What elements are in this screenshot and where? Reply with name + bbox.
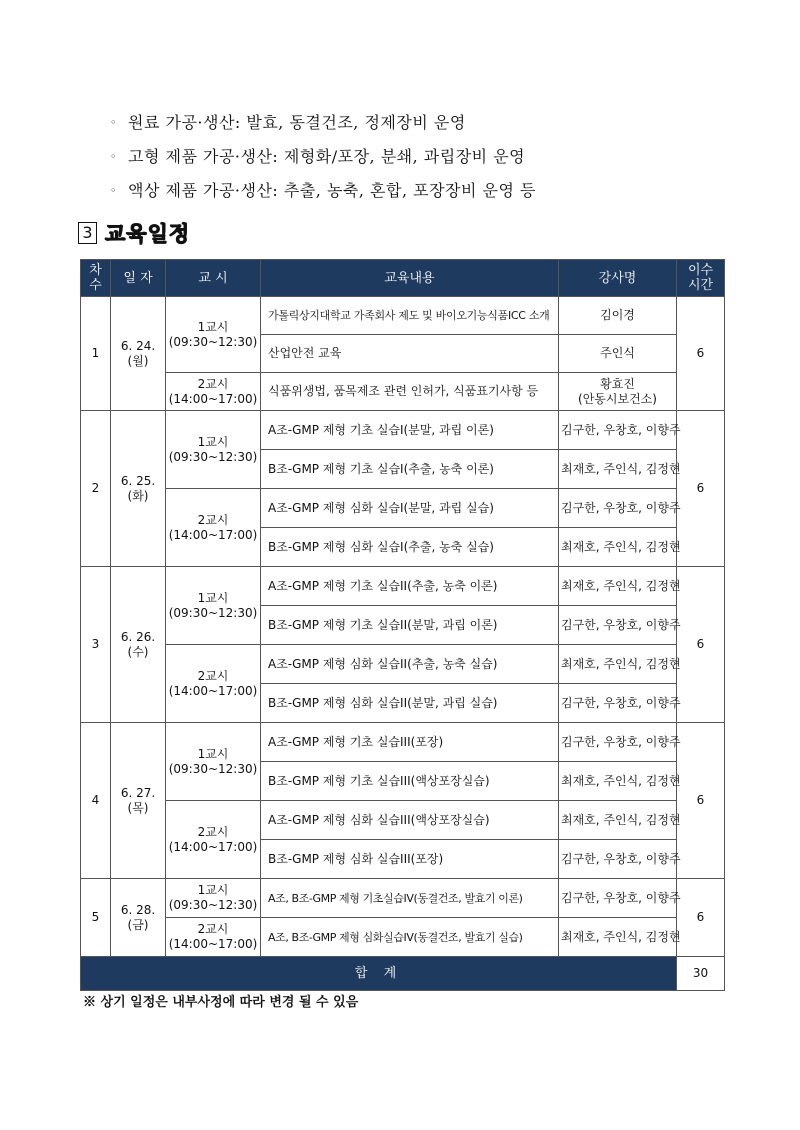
instructor-cell: 최재호, 주인식, 김정현 [559, 801, 677, 840]
bullet-list [110, 106, 536, 208]
bullet-mark: ◦ [110, 116, 117, 129]
hours-cell: 6 [677, 723, 725, 879]
content-cell: B조-GMP 제형 심화 실습III(포장) [261, 840, 559, 879]
instructor-cell: 김이경 [559, 297, 677, 335]
total-label: 합 계 [81, 957, 677, 991]
hours-cell: 6 [677, 879, 725, 957]
period-cell: 1교시 (09:30~12:30) [166, 411, 261, 489]
table-row [81, 801, 725, 840]
period-cell: 2교시 (14:00~17:00) [166, 801, 261, 879]
table-row [81, 879, 725, 918]
bullet-mark: ◦ [110, 184, 117, 197]
table-row [81, 723, 725, 762]
header-content: 교육내용 [261, 260, 559, 297]
table-row [81, 373, 725, 411]
period-cell: 2교시 (14:00~17:00) [166, 373, 261, 411]
round-cell: 3 [81, 567, 111, 723]
content-cell: B조-GMP 제형 심화 실습II(분말, 과립 실습) [261, 684, 559, 723]
instructor-cell: 최재호, 주인식, 김정현 [559, 762, 677, 801]
instructor-cell: 김구한, 우창호, 이향주 [559, 879, 677, 918]
instructor-cell: 최재호, 주인식, 김정현 [559, 450, 677, 489]
instructor-cell: 김구한, 우창호, 이향주 [559, 411, 677, 450]
bullet-mark: ◦ [110, 150, 117, 163]
bullet-item: ◦ 고형 제품 가공·생산: 제형화/포장, 분쇄, 과립장비 운영 [110, 140, 536, 174]
round-cell: 2 [81, 411, 111, 567]
header-date: 일 자 [111, 260, 166, 297]
date-cell: 6. 28. (금) [111, 879, 166, 957]
total-hours: 30 [677, 957, 725, 991]
content-cell: A조, B조-GMP 제형 기초실습IV(동결건조, 발효기 이론) [261, 879, 559, 918]
bullet-item: ◦ 액상 제품 가공·생산: 추출, 농축, 혼합, 포장장비 운영 등 [110, 174, 536, 208]
instructor-cell: 김구한, 우창호, 이향주 [559, 840, 677, 879]
content-cell: B조-GMP 제형 기초 실습II(분말, 과립 이론) [261, 606, 559, 645]
round-cell: 5 [81, 879, 111, 957]
header-period: 교 시 [166, 260, 261, 297]
date-cell: 6. 26. (수) [111, 567, 166, 723]
content-cell: 식품위생법, 품목제조 관련 인허가, 식품표기사항 등 [261, 373, 559, 411]
period-cell: 1교시 (09:30~12:30) [166, 567, 261, 645]
section-heading [78, 221, 190, 245]
hours-cell: 6 [677, 567, 725, 723]
content-cell: 가톨릭상지대학교 가족회사 제도 및 바이오기능식품ICC 소개 [261, 297, 559, 335]
period-cell: 2교시 (14:00~17:00) [166, 645, 261, 723]
bullet-item: ◦ 원료 가공·생산: 발효, 동결건조, 정제장비 운영 [110, 106, 536, 140]
instructor-cell: 최재호, 주인식, 김정현 [559, 567, 677, 606]
hours-cell: 6 [677, 411, 725, 567]
period-cell: 1교시 (09:30~12:30) [166, 723, 261, 801]
content-cell: A조-GMP 제형 기초 실습I(분말, 과립 이론) [261, 411, 559, 450]
period-cell: 1교시 (09:30~12:30) [166, 297, 261, 373]
section-title: 교육일정 [105, 222, 191, 246]
content-cell: A조, B조-GMP 제형 심화실습IV(동결건조, 발효기 실습) [261, 918, 559, 957]
table-row [81, 645, 725, 684]
content-cell: A조-GMP 제형 심화 실습I(분말, 과립 실습) [261, 489, 559, 528]
table-row [81, 918, 725, 957]
round-cell: 1 [81, 297, 111, 411]
footnote: ※ 상기 일정은 내부사정에 따라 변경 될 수 있음 [83, 995, 359, 1010]
date-cell: 6. 25. (화) [111, 411, 166, 567]
content-cell: A조-GMP 제형 기초 실습III(포장) [261, 723, 559, 762]
instructor-cell: 김구한, 우창호, 이향주 [559, 489, 677, 528]
instructor-cell: 최재호, 주인식, 김정현 [559, 918, 677, 957]
period-cell: 2교시 (14:00~17:00) [166, 489, 261, 567]
period-cell: 2교시 (14:00~17:00) [166, 918, 261, 957]
content-cell: A조-GMP 제형 심화 실습III(액상포장실습) [261, 801, 559, 840]
content-cell: A조-GMP 제형 심화 실습II(추출, 농축 실습) [261, 645, 559, 684]
hours-cell: 6 [677, 297, 725, 411]
date-cell: 6. 24. (월) [111, 297, 166, 411]
content-cell: B조-GMP 제형 기초 실습III(액상포장실습) [261, 762, 559, 801]
content-cell: A조-GMP 제형 기초 실습II(추출, 농축 이론) [261, 567, 559, 606]
table-row [81, 297, 725, 335]
total-row [81, 957, 725, 991]
instructor-cell: 최재호, 주인식, 김정현 [559, 645, 677, 684]
period-cell: 1교시 (09:30~12:30) [166, 879, 261, 918]
table-row [81, 411, 725, 450]
instructor-cell: 최재호, 주인식, 김정현 [559, 528, 677, 567]
instructor-cell: 황효진 (안동시보건소) [559, 373, 677, 411]
header-round: 차 수 [81, 260, 111, 297]
schedule-table [80, 259, 725, 991]
instructor-cell: 김구한, 우창호, 이향주 [559, 606, 677, 645]
header-hours: 이수 시간 [677, 260, 725, 297]
content-cell: B조-GMP 제형 심화 실습I(추출, 농축 실습) [261, 528, 559, 567]
section-number: 3 [78, 222, 97, 244]
table-row [81, 489, 725, 528]
header-instructor: 강사명 [559, 260, 677, 297]
table-header-row [81, 260, 725, 297]
content-cell: 산업안전 교육 [261, 335, 559, 373]
date-cell: 6. 27. (목) [111, 723, 166, 879]
table-row [81, 567, 725, 606]
content-cell: B조-GMP 제형 기초 실습I(추출, 농축 이론) [261, 450, 559, 489]
instructor-cell: 김구한, 우창호, 이향주 [559, 723, 677, 762]
round-cell: 4 [81, 723, 111, 879]
instructor-cell: 주인식 [559, 335, 677, 373]
instructor-cell: 김구한, 우창호, 이향주 [559, 684, 677, 723]
